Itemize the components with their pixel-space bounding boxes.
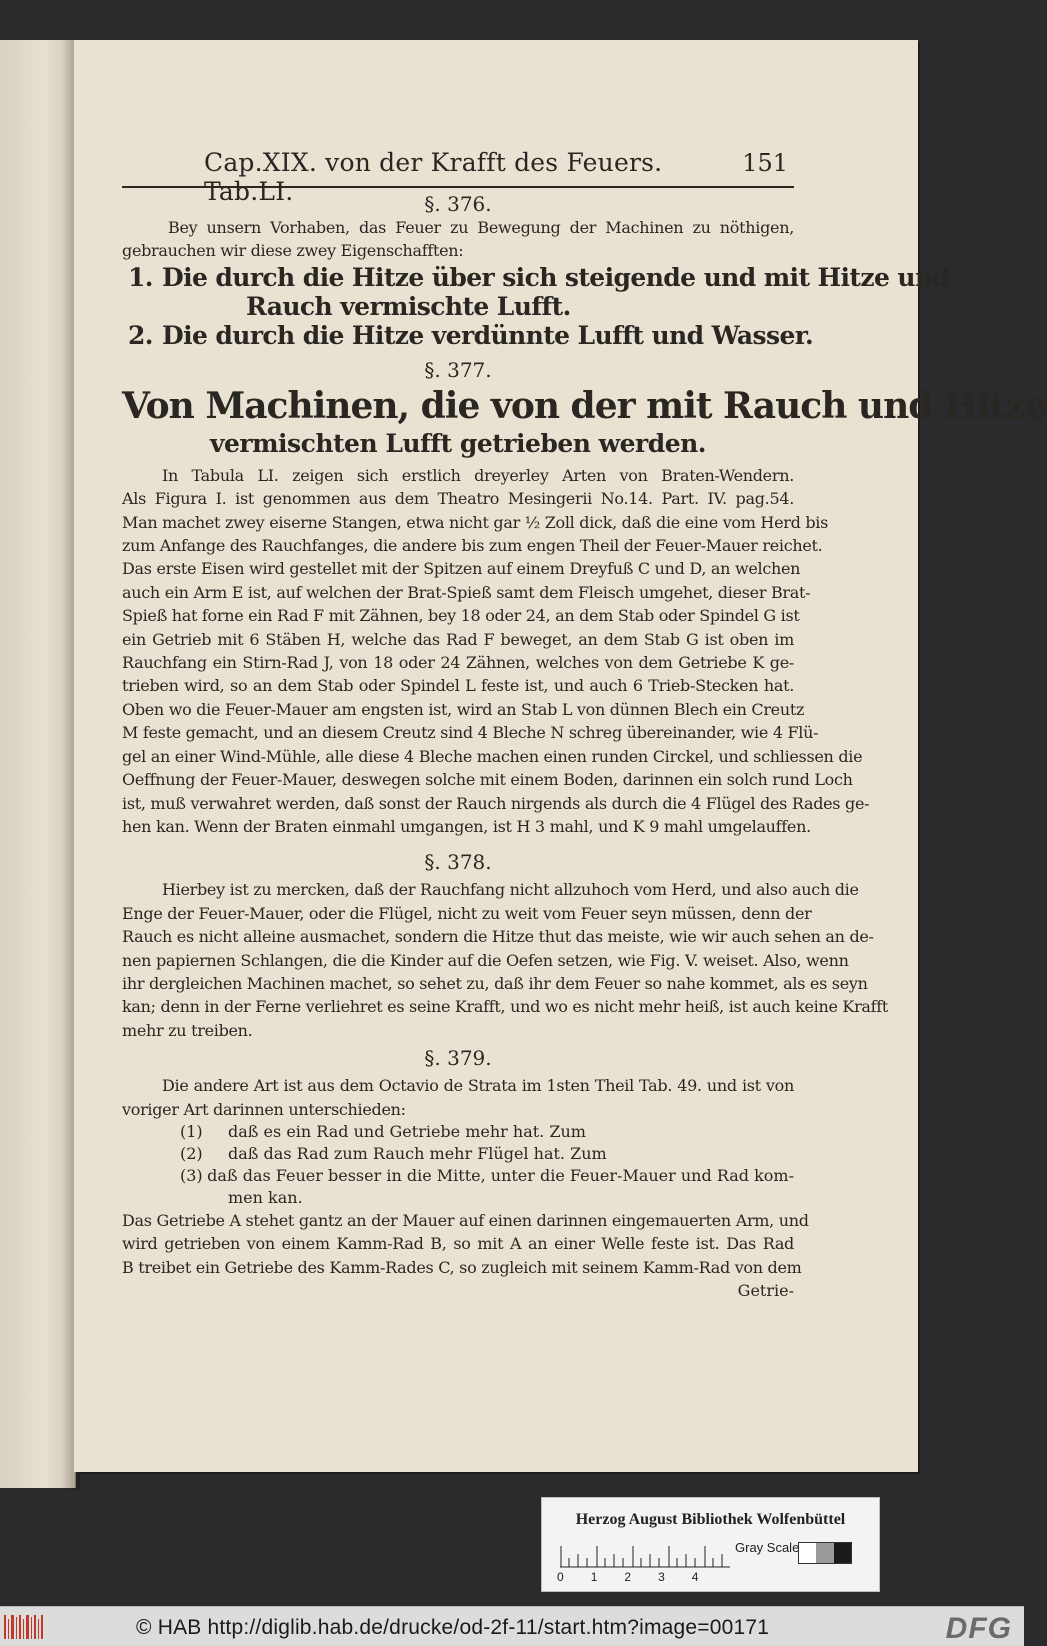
ruler-number: 1 [590, 1570, 598, 1584]
s376-item-continuation: Rauch vermischte Lufft. [246, 291, 571, 321]
s376-line: Bey unsern Vorhaben, das Feuer zu Bewegung der Machinen zu nöthigen, [168, 218, 794, 237]
s379-list-item [122, 1143, 794, 1165]
footer-bar [0, 1606, 1024, 1646]
s377-line: Man machet zwey eiserne Stangen, etwa nicht gar ½ Zoll dick, daß die eine vom Herd bis [122, 512, 828, 532]
s378-line: nen papiernen Schlangen, die die Kinder auf die Oefen setzen, wie Fig. V. weiset. Also, wenn [122, 950, 849, 970]
barcode-icon [4, 1613, 44, 1641]
s378-line: Enge der Feuer-Mauer, oder die Flügel, nicht zu weit vom Feuer seyn müssen, denn der [122, 903, 812, 923]
s377-line: In Tabula LI. zeigen sich erstlich dreyerley Arten von Braten-Wendern. [162, 465, 794, 485]
list-number: (2) [180, 1143, 203, 1163]
s379-line: B treibet ein Getriebe des Kamm-Rades C, so zugleich mit seinem Kamm-Rad von dem [122, 1257, 802, 1277]
section-376-mark: §. 376. [424, 192, 492, 216]
header-title: Cap.XIX. von der Krafft des Feuers. Tab.LI. [204, 148, 663, 206]
s377-line: Spieß hat forne ein Rad F mit Zähnen, bey 18 oder 24, an dem Stab oder Spindel G ist [122, 606, 800, 626]
s377-line: Oben wo die Feuer-Mauer am engsten ist, wird an Stab L von dünnen Blech ein Creutz [122, 699, 805, 719]
list-text: daß das Feuer besser in die Mitte, unter die Feuer-Mauer und Rad kom- [207, 1165, 794, 1185]
copyright-url[interactable]: © HAB http://diglib.hab.de/drucke/od-2f-11/start.htm?image=00171 [136, 1616, 770, 1639]
s378-line: Hierbey ist zu mercken, daß der Rauchfang nicht allzuhoch vom Herd, und also auch die [162, 880, 859, 900]
s377-line: auch ein Arm E ist, auf welchen der Brat-Spieß samt dem Fleisch umgehet, dieser Brat- [122, 582, 811, 602]
gray-scale-label: Gray Scale [735, 1540, 800, 1555]
ruler-labels [557, 1570, 698, 1584]
gray-scale-swatches [798, 1542, 852, 1564]
dfg-logo: DFG [945, 1612, 1012, 1645]
s378-line: Rauch es nicht alleine ausmachet, sondern die Hitze thut das meiste, wie wir auch sehen an de- [122, 927, 874, 947]
s377-line: hen kan. Wenn der Braten einmahl umgangen, ist H 3 mahl, und K 9 mahl umgelauffen. [122, 816, 811, 836]
s377-line: Das erste Eisen wird gestellet mit der Spitzen auf einem Dreyfuß C und D, an welchen [122, 559, 801, 579]
s377-line: gel an einer Wind-Mühle, alle diese 4 Bleche machen einen runden Circkel, und schliessen die [122, 746, 863, 766]
s377-line: M feste gemacht, und an diesem Creutz sind 4 Bleche N schreg übereinander, wie 4 Flü- [122, 723, 819, 743]
s379-list-item [122, 1121, 794, 1143]
catchword: Getrie- [737, 1281, 794, 1301]
s379-list-continuation: men kan. [228, 1187, 303, 1207]
s379-line: Die andere Art ist aus dem Octavio de Strata im 1sten Theil Tab. 49. und ist von [162, 1076, 794, 1096]
page-number: 151 [742, 149, 788, 177]
ruler-number: 3 [658, 1570, 665, 1584]
s377-line: Als Figura I. ist genommen aus dem Theatro Mesingerii No.14. Part. IV. pag.54. [122, 489, 794, 509]
s376-item-number: 2. [128, 320, 153, 350]
ruler-number: 4 [691, 1570, 699, 1584]
s377-paragraph [122, 464, 870, 839]
library-name: Herzog August Bibliothek Wolfenbüttel [575, 1511, 846, 1528]
ruler-number: 2 [624, 1570, 632, 1584]
list-number: (3) [180, 1165, 203, 1185]
s378-line: ihr dergleichen Machinen machet, so sehet zu, daß ihr dem Feuer so nahe kommet, als es seyn [122, 973, 868, 993]
s377-line: Rauchfang ein Stirn-Rad J, von 18 oder 24 Zähnen, welches von dem Getriebe K ge- [122, 653, 794, 673]
s376-item-number: 1. [128, 262, 153, 292]
s378-line: kan; denn in der Ferne verliehret es seine Krafft, und wo es nicht mehr heiß, ist auch keine Krafft [122, 997, 889, 1017]
s378-line: mehr zu treiben. [122, 1020, 253, 1040]
page-content [122, 148, 1047, 1303]
s377-heading: Von Machinen, die von der mit Rauch und Hitze [122, 384, 1047, 427]
s379-line: voriger Art darinnen unterschieden: [122, 1099, 406, 1119]
list-text: daß es ein Rad und Getriebe mehr hat. Zum [228, 1121, 586, 1141]
s377-line: zum Anfange des Rauchfanges, die andere bis zum engen Theil der Feuer-Mauer reichet. [122, 536, 823, 556]
ruler-number: 0 [557, 1570, 564, 1584]
section-379-mark: §. 379. [424, 1046, 492, 1071]
s379-line: wird getrieben von einem Kamm-Rad B, so mit A an einer Welle feste ist. Das Rad [122, 1234, 794, 1254]
s377-line: trieben wird, so an dem Stab oder Spindel L feste ist, und auch 6 Trieb-Stecken hat. [122, 676, 794, 696]
s377-subheading: vermischten Lufft getrieben werden. [209, 428, 706, 458]
library-color-target [541, 1497, 880, 1592]
book-page [74, 40, 1047, 1472]
s376-item-text: Die durch die Hitze verdünnte Lufft und Wasser. [162, 320, 814, 350]
list-text: daß das Rad zum Rauch mehr Flügel hat. Zum [228, 1143, 607, 1163]
s379-list-item [122, 1165, 794, 1187]
s377-line: ist, muß verwahret werden, daß sonst der Rauch nirgends als durch die 4 Flügel des Rades ge- [122, 793, 870, 813]
section-378-mark: §. 378. [424, 850, 492, 875]
s379-line: Das Getriebe A stehet gantz an der Mauer auf einen darinnen eingemauerten Arm, und [122, 1210, 809, 1230]
s377-line: ein Getrieb mit 6 Stäben H, welche das Rad F beweget, an dem Stab G ist oben im [122, 629, 794, 649]
s378-paragraph [122, 878, 889, 1042]
s377-line: Oeffnung der Feuer-Mauer, deswegen solche mit einem Boden, darinnen ein solch rund Loch [122, 770, 853, 790]
s376-item [122, 320, 814, 350]
s376-item-text: Die durch die Hitze über sich steigende und mit Hitze und [162, 262, 950, 292]
s376-item [122, 262, 950, 292]
s376-line: gebrauchen wir diese zwey Eigenschafften: [122, 241, 464, 261]
ruler-scale [560, 1540, 730, 1568]
section-377-mark: §. 377. [424, 357, 492, 382]
list-number: (1) [180, 1121, 203, 1141]
